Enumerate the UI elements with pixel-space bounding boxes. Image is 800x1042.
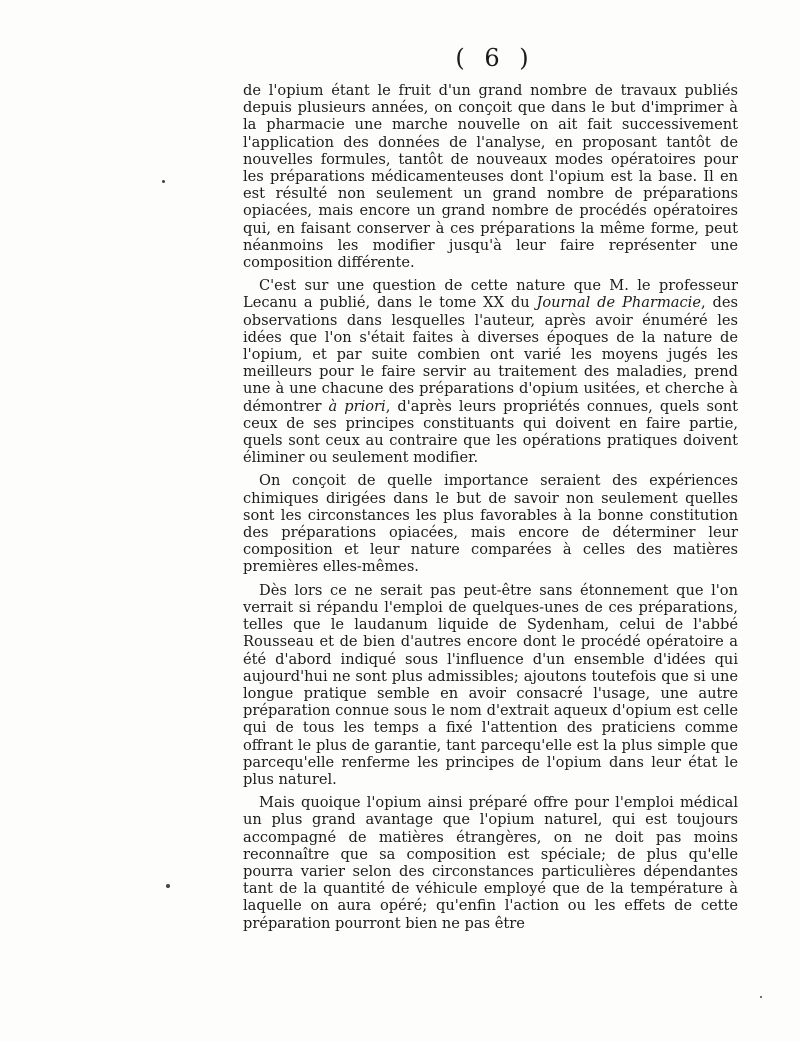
- text-run: de l'opium étant le fruit d'un grand nombre de travaux publiés depuis plusieurs années, on conçoit que dans le but d'imprimer à la pharmacie une marche nouvelle on ait fait successivement l'application des données de l'analyse, en proposant tantôt de nouvelles formules, tantôt de nouveaux modes opératoires pour les préparations médicamenteuses dont l'opium est la base. Il en est résulté non seulement un grand nombre de préparations opiacées, mais encore un grand nombre de procédés opératoires qui, en faisant conserver à ces préparations la même forme, peut néanmoins les modifier jusqu'à leur faire représenter une composition différente.: [243, 82, 738, 272]
- body-text: [243, 82, 738, 938]
- text-run: Mais quoique l'opium ainsi préparé offre pour l'emploi médical un plus grand avantage que l'opium naturel, qui est toujours accompagné de matières étrangères, on ne doit pas moins reconnaître que sa composition est spéciale; de plus qu'elle pourra varier selon des circonstances particulières dépendantes tant de la quantité de véhicule employé que de la température à laquelle on aura opéré; qu'enfin l'action ou les effets de cette préparation pourront bien ne pas être: [243, 794, 738, 932]
- paragraph: [243, 794, 738, 932]
- text-run: Dès lors ce ne serait pas peut-être sans étonnement que l'on verrait si répandu l'emploi de quelques-unes de ces préparations, telles que le laudanum liquide de Sydenham, celui de l'abbé Rousseau et de bien d'autres encore dont le procédé opératoire a été d'abord indiqué sous l'influence d'un ensemble d'idées qui aujourd'hui ne sont plus admissibles; ajoutons toutefois que si une longue pratique semble en avoir consacré l'usage, une autre préparation connue sous le nom d'extrait aqueux d'opium est celle qui de tous les temps a fixé l'attention des praticiens comme offrant le plus de garantie, tant parcequ'elle est la plus simple que parcequ'elle renferme les principes de l'opium dans leur état le plus naturel.: [243, 581, 738, 788]
- paragraph: [243, 582, 738, 788]
- page-number: ( 6 ): [455, 44, 535, 72]
- italic-text: à priori: [328, 397, 386, 415]
- print-speck: [162, 180, 165, 183]
- print-speck: [166, 884, 170, 888]
- text-run: , d'après leurs propriétés connues, quels sont ceux de ses principes constituants qui doivent en faire partie, quels sont ceux au contraire que les opérations pratiques doivent éliminer ou seulement modifier.: [243, 397, 738, 467]
- text-run: C'est sur une question de cette nature que M. le professeur Lecanu a publié, dans le tome XX du: [243, 277, 738, 312]
- print-speck: [760, 996, 762, 998]
- italic-text: Journal de Pharmacie: [536, 294, 701, 312]
- paragraph: [243, 277, 738, 466]
- text-run: On conçoit de quelle importance seraient des expériences chimiques dirigées dans le but de savoir non seulement quelles sont les circonstances les plus favorables à la bonne constitution des préparations opiacées, mais encore de déterminer leur composition et leur nature comparées à celles des matières premières elles-mêmes.: [243, 472, 738, 576]
- paragraph: [243, 82, 738, 271]
- text-run: , des observations dans lesquelles l'auteur, après avoir énuméré les idées que l'on s'était faites à diverses époques de la nature de l'opium, et par suite combien ont varié les moyens jugés les meilleurs pour le faire servir au traitement des maladies, prend une à une chacune des préparations d'opium usitées, et cherche à démontrer: [243, 294, 738, 415]
- paragraph: [243, 472, 738, 575]
